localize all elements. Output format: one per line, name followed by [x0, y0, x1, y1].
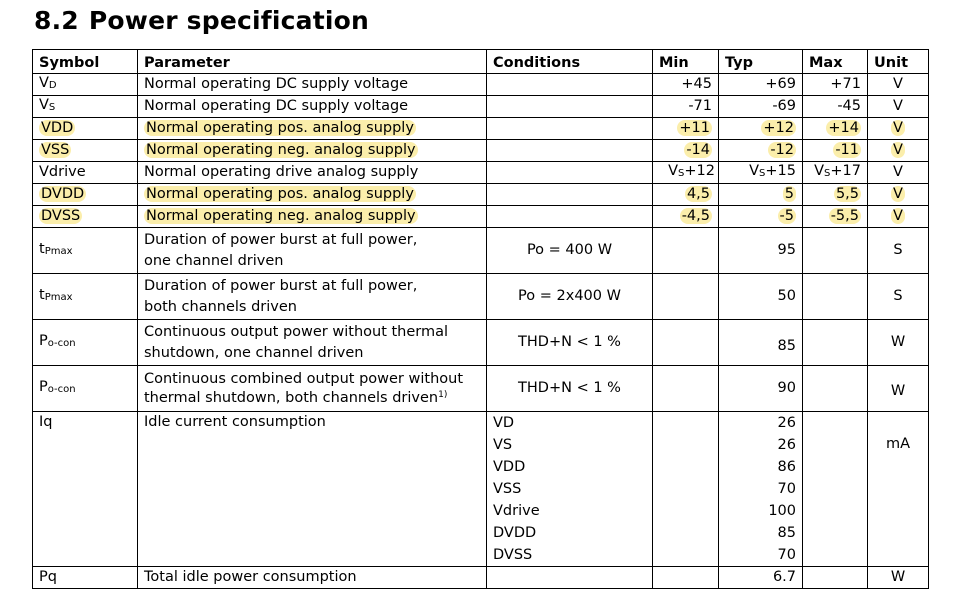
max-cell — [803, 320, 868, 366]
conditions-cell: Po = 2x400 W — [487, 274, 653, 320]
symbol-cell: $t_{Pmax}$ — [33, 228, 138, 274]
highlight-mark: -14 — [686, 142, 710, 158]
max-cell — [803, 567, 868, 589]
table-row — [33, 366, 929, 412]
typ-cell: 50 — [719, 274, 803, 320]
table-row — [33, 162, 929, 184]
symbol-cell — [33, 206, 138, 228]
highlight-mark: DVDD — [41, 186, 85, 202]
condition-item: VS — [493, 437, 513, 453]
table-row-highlighted — [33, 140, 929, 162]
highlight-mark: -11 — [835, 142, 859, 158]
min-cell — [653, 228, 719, 274]
table-row-highlighted — [33, 118, 929, 140]
section-number: 8.2 — [34, 6, 79, 35]
highlight-mark: Normal operating pos. analog supply — [146, 120, 414, 136]
max-cell — [803, 184, 868, 206]
typ-item: 26 — [777, 415, 796, 431]
highlight-mark: -5,5 — [830, 208, 859, 224]
parameter-cell: Duration of power burst at full power, one channel driven — [138, 228, 487, 274]
symbol-cell — [33, 140, 138, 162]
conditions-cell — [487, 184, 653, 206]
typ-cell: 90 — [719, 366, 803, 412]
parameter-cell: Duration of power burst at full power, both channels driven — [138, 274, 487, 320]
parameter-cell: Total idle power consumption — [138, 567, 487, 589]
section-title — [34, 6, 369, 35]
highlight-mark: +12 — [763, 120, 794, 136]
table-header-row — [33, 50, 929, 74]
table-row-highlighted — [33, 206, 929, 228]
condition-item: VD — [493, 415, 515, 431]
highlight-mark: Normal operating neg. analog supply — [146, 208, 416, 224]
unit-cell — [868, 140, 929, 162]
symbol-cell: $P_{o-con}$ — [33, 320, 138, 366]
table-row — [33, 274, 929, 320]
conditions-cell: Po = 400 W — [487, 228, 653, 274]
max-cell: +71 — [803, 74, 868, 96]
unit-cell: V — [868, 162, 929, 184]
highlight-mark: -5 — [779, 208, 794, 224]
unit-cell — [868, 184, 929, 206]
symbol-cell: Pq — [33, 567, 138, 589]
unit-cell: W — [868, 320, 929, 366]
highlight-mark: VDD — [41, 120, 74, 136]
parameter-cell: Normal operating DC supply voltage — [138, 74, 487, 96]
conditions-cell — [487, 162, 653, 184]
min-cell: $V_S+12$ — [653, 162, 719, 184]
max-cell — [803, 228, 868, 274]
symbol-cell — [33, 118, 138, 140]
highlight-mark: V — [893, 186, 903, 202]
parameter-cell: Continuous output power without thermal shutdown, one channel driven — [138, 320, 487, 366]
highlight-mark: Normal operating pos. analog supply — [146, 186, 414, 202]
section-title-text: Power specification — [88, 6, 370, 35]
typ-item: 70 — [777, 547, 796, 563]
footnote-marker: 1) — [438, 390, 448, 400]
table-row — [33, 74, 929, 96]
symbol-cell: $V_S$ — [33, 96, 138, 118]
typ-cell: +69 — [719, 74, 803, 96]
max-cell: -45 — [803, 96, 868, 118]
header-min: Min — [653, 50, 719, 74]
highlight-mark: +11 — [679, 120, 710, 136]
typ-cell: 6.7 — [719, 567, 803, 589]
header-parameter: Parameter — [138, 50, 487, 74]
conditions-cell — [487, 140, 653, 162]
max-cell — [803, 118, 868, 140]
min-cell — [653, 412, 719, 567]
conditions-cell — [487, 96, 653, 118]
symbol-cell: $t_{Pmax}$ — [33, 274, 138, 320]
unit-cell — [868, 206, 929, 228]
table-row-highlighted — [33, 184, 929, 206]
parameter-cell: Idle current consumption — [138, 412, 487, 567]
typ-item: 85 — [777, 525, 796, 541]
conditions-cell — [487, 118, 653, 140]
min-cell — [653, 118, 719, 140]
conditions-cell — [487, 412, 653, 567]
symbol-cell: $P_{o-con}$ — [33, 366, 138, 412]
unit-cell: S — [868, 274, 929, 320]
table-row-idle-current — [33, 412, 929, 567]
header-typ: Typ — [719, 50, 803, 74]
typ-cell — [719, 140, 803, 162]
typ-cell: 85 — [719, 320, 803, 366]
unit-cell — [868, 118, 929, 140]
typ-cell — [719, 206, 803, 228]
highlight-mark: Normal operating neg. analog supply — [146, 142, 416, 158]
max-cell — [803, 140, 868, 162]
highlight-mark: V — [893, 120, 903, 136]
min-cell — [653, 184, 719, 206]
min-cell — [653, 206, 719, 228]
symbol-cell — [33, 184, 138, 206]
max-cell — [803, 274, 868, 320]
typ-item: 70 — [777, 481, 796, 497]
unit-cell: V — [868, 74, 929, 96]
highlight-mark: VSS — [41, 142, 70, 158]
header-unit: Unit — [868, 50, 929, 74]
condition-item: Vdrive — [493, 503, 540, 519]
parameter-cell — [138, 140, 487, 162]
typ-item: 26 — [777, 437, 796, 453]
parameter-cell — [138, 206, 487, 228]
conditions-cell — [487, 567, 653, 589]
typ-cell — [719, 118, 803, 140]
unit-cell: W — [868, 567, 929, 589]
typ-cell — [719, 184, 803, 206]
power-spec-table — [32, 49, 929, 589]
symbol-cell: $V_D$ — [33, 74, 138, 96]
max-cell — [803, 206, 868, 228]
typ-item: 100 — [768, 503, 796, 519]
min-cell — [653, 567, 719, 589]
conditions-cell: THD+N < 1 % — [487, 366, 653, 412]
typ-cell — [719, 412, 803, 567]
condition-item: DVDD — [493, 525, 537, 541]
highlight-mark: +14 — [828, 120, 859, 136]
header-conditions: Conditions — [487, 50, 653, 74]
table-row — [33, 320, 929, 366]
highlight-mark: -12 — [770, 142, 794, 158]
parameter-cell — [138, 118, 487, 140]
symbol-cell: Iq — [33, 412, 138, 567]
condition-item: VSS — [493, 481, 522, 497]
unit-cell: S — [868, 228, 929, 274]
highlight-mark: V — [893, 142, 903, 158]
header-symbol: Symbol — [33, 50, 138, 74]
typ-cell: -69 — [719, 96, 803, 118]
typ-item: 86 — [777, 459, 796, 475]
condition-item: DVSS — [493, 547, 533, 563]
symbol-cell: Vdrive — [33, 162, 138, 184]
max-cell — [803, 412, 868, 567]
highlight-mark: 5,5 — [835, 186, 859, 202]
unit-cell: W — [868, 366, 929, 412]
highlight-mark: V — [893, 208, 903, 224]
conditions-cell — [487, 74, 653, 96]
max-cell — [803, 366, 868, 412]
highlight-mark: DVSS — [41, 208, 81, 224]
table-row — [33, 228, 929, 274]
table-row — [33, 96, 929, 118]
highlight-mark: 4,5 — [686, 186, 710, 202]
unit-cell: mA — [868, 412, 929, 567]
parameter-cell: Normal operating drive analog supply — [138, 162, 487, 184]
min-cell — [653, 140, 719, 162]
min-cell — [653, 274, 719, 320]
max-cell: $V_S+17$ — [803, 162, 868, 184]
min-cell: +45 — [653, 74, 719, 96]
parameter-cell: Normal operating DC supply voltage — [138, 96, 487, 118]
header-max: Max — [803, 50, 868, 74]
parameter-cell — [138, 184, 487, 206]
typ-cell: $V_S+15$ — [719, 162, 803, 184]
conditions-cell: THD+N < 1 % — [487, 320, 653, 366]
unit-cell: V — [868, 96, 929, 118]
min-cell — [653, 366, 719, 412]
table-row — [33, 567, 929, 589]
highlight-mark: -4,5 — [681, 208, 710, 224]
conditions-cell — [487, 206, 653, 228]
parameter-cell: Continuous combined output power without thermal shutdown, both channels driven$^{1)}$ — [138, 366, 487, 412]
min-cell — [653, 320, 719, 366]
min-cell: -71 — [653, 96, 719, 118]
condition-item: VDD — [493, 459, 526, 475]
highlight-mark: 5 — [784, 186, 794, 202]
typ-cell: 95 — [719, 228, 803, 274]
